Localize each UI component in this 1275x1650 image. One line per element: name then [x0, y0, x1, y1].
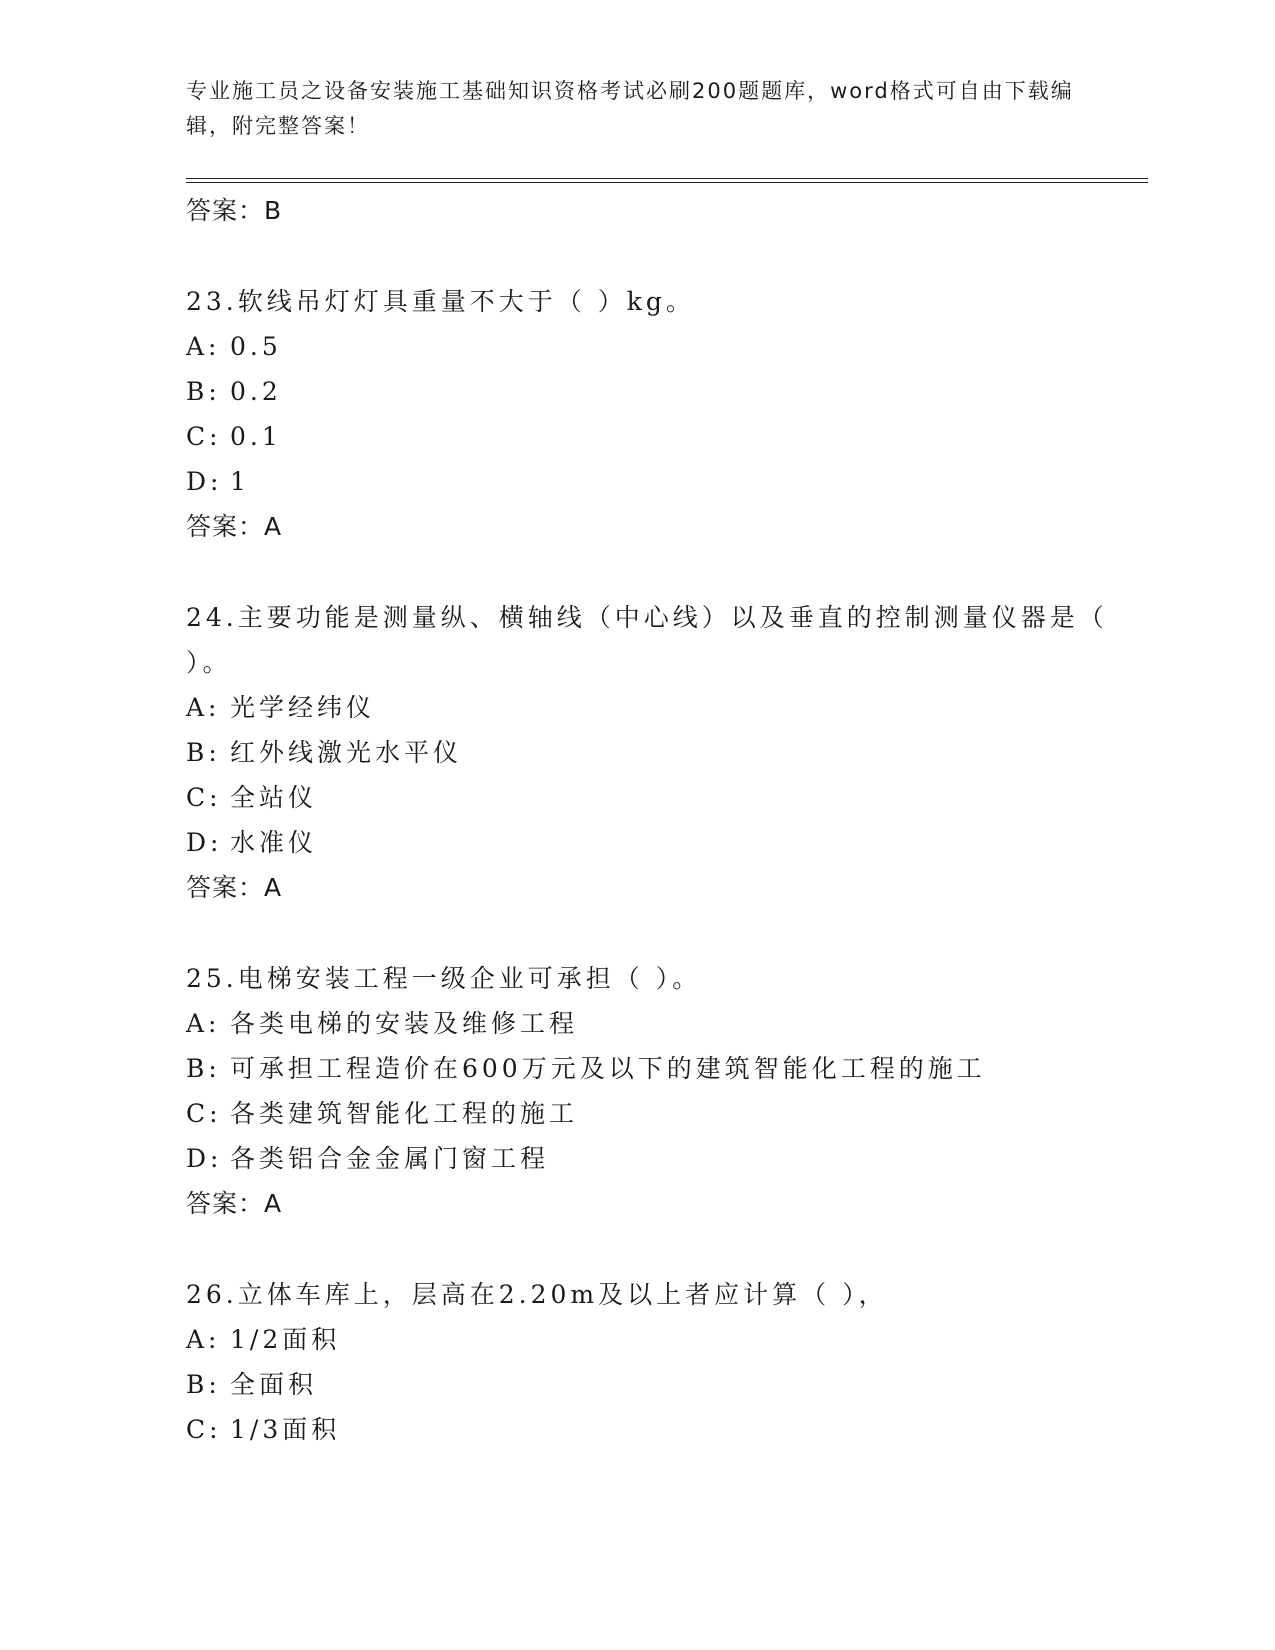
option-text: 各类铝合金金属门窗工程: [230, 1144, 550, 1173]
option-b: [186, 369, 1146, 414]
option-label: A:: [186, 693, 221, 722]
question-stem: 26.立体车库上，层高在2.20m及以上者应计算（ ），: [186, 1280, 888, 1309]
option-b: [186, 1046, 1146, 1091]
question-stem: 24.主要功能是测量纵、横轴线（中心线）以及垂直的控制测量仪器是（ ）。: [186, 603, 1108, 677]
option-d: [186, 1136, 1146, 1181]
document-header: 专业施工员之设备安装施工基础知识资格考试必刷200题题库，word格式可自由下载编辑，附完整答案！: [186, 79, 1074, 138]
question-block-23: [186, 279, 1146, 549]
header-divider-line: [186, 178, 1148, 179]
question-stem: 23.软线吊灯灯具重量不大于（ ）kg。: [186, 287, 695, 316]
option-label: C:: [186, 783, 222, 812]
option-text: 0.1: [230, 422, 282, 451]
option-text: 各类电梯的安装及维修工程: [230, 1009, 579, 1038]
option-label: D:: [186, 467, 223, 496]
option-a: [186, 1001, 1146, 1046]
option-label: B:: [186, 738, 221, 767]
question-list: [186, 188, 1146, 1452]
option-label: B:: [186, 1370, 221, 1399]
option-c: [186, 1407, 1146, 1452]
answer-line: 答案：A: [186, 1189, 283, 1218]
option-b: [186, 1362, 1146, 1407]
question-block-26: [186, 1272, 1146, 1452]
option-c: [186, 414, 1146, 459]
option-text: 光学经纬仪: [230, 693, 376, 722]
option-label: C:: [186, 422, 222, 451]
option-text: 可承担工程造价在600万元及以下的建筑智能化工程的施工: [230, 1054, 986, 1083]
option-a: [186, 324, 1146, 369]
option-c: [186, 1091, 1146, 1136]
option-b: [186, 730, 1146, 775]
header-divider-line-second: [186, 182, 1148, 183]
option-text: 1: [230, 467, 250, 496]
option-label: B:: [186, 377, 221, 406]
option-text: 1/3面积: [230, 1415, 341, 1444]
answer-line: 答案：A: [186, 512, 283, 541]
option-text: 水准仪: [230, 828, 318, 857]
option-label: A:: [186, 332, 221, 361]
option-label: C:: [186, 1099, 222, 1128]
option-text: 全面积: [230, 1370, 318, 1399]
option-label: D:: [186, 828, 223, 857]
question-block-25: [186, 956, 1146, 1226]
option-d: [186, 459, 1146, 504]
option-text: 0.5: [230, 332, 282, 361]
option-a: [186, 685, 1146, 730]
question-stem: 25.电梯安装工程一级企业可承担（ ）。: [186, 964, 702, 993]
option-label: B:: [186, 1054, 221, 1083]
option-text: 各类建筑智能化工程的施工: [230, 1099, 579, 1128]
previous-answer: 答案：B: [186, 196, 283, 225]
option-d: [186, 820, 1146, 865]
option-label: A:: [186, 1325, 221, 1354]
option-label: D:: [186, 1144, 223, 1173]
option-text: 0.2: [230, 377, 282, 406]
option-text: 1/2面积: [230, 1325, 341, 1354]
option-c: [186, 775, 1146, 820]
option-label: C:: [186, 1415, 222, 1444]
question-block-24: [186, 595, 1146, 910]
option-text: 全站仪: [230, 783, 318, 812]
answer-line: 答案：A: [186, 873, 283, 902]
option-label: A:: [186, 1009, 221, 1038]
option-text: 红外线激光水平仪: [230, 738, 463, 767]
option-a: [186, 1317, 1146, 1362]
